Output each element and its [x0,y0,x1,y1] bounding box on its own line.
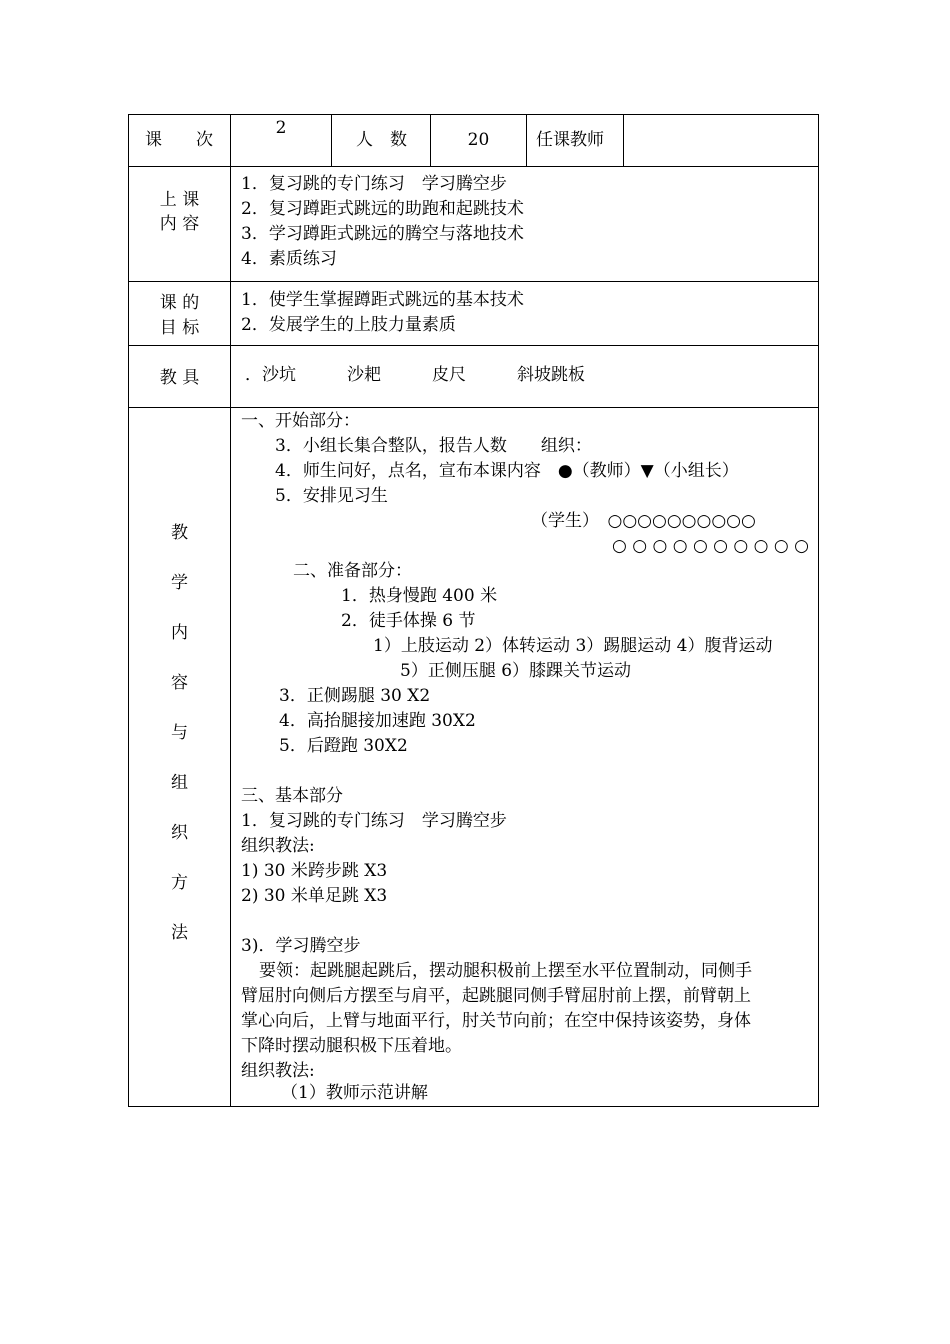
method-line: 1）上肢运动 2）体转运动 3）踢腿运动 4）腹背运动 [373,636,773,656]
method-label-cell [129,408,231,1107]
method-label-char: 法 [171,923,188,943]
method-label-char: 教 [171,523,188,543]
tools-label: 教 具 [159,368,200,388]
method-content-cell [231,408,819,1107]
section-heading: 一、开始部分： [241,411,360,431]
method-line: 5．后蹬跑 30X2 [279,736,408,756]
method-label-char: 内 [171,623,188,643]
paragraph-line: 臂屈肘向侧后方摆至与肩平，起跳腿同侧手臂屈肘前上摆，前臂朝上 [241,986,751,1006]
lesson-number-label: 课 次 [145,130,213,150]
method-label-char: 方 [171,873,188,893]
lesson-number-label-cell [129,115,231,167]
goal-label-cell [129,282,231,346]
header-row [129,115,819,167]
teacher-label-cell [527,115,624,167]
method-line: 5．安排见习生 [275,486,388,506]
method-line: 3)．学习腾空步 [241,936,361,956]
method-line: 4．师生问好，点名，宣布本课内容 ●（教师）▼（小组长） [275,461,739,481]
content-label-cell [129,167,231,282]
method-line: 1．复习跳的专门练习 学习腾空步 [241,811,507,831]
content-row [129,167,819,282]
teacher-value-cell [624,115,819,167]
goal-item: 2．发展学生的上肢力量素质 [241,315,456,335]
section-heading: 二、准备部分： [293,561,412,581]
section-heading: 三、基本部分 [241,786,343,806]
method-line: 5）正侧压腿 6）膝踝关节运动 [400,661,632,681]
content-item: 1．复习跳的专门练习 学习腾空步 [241,174,507,194]
content-item: 2．复习蹲距式跳远的助跑和起跳技术 [241,199,524,219]
method-line: 1) 30 米跨步跳 X3 [241,861,388,881]
tools-text: ．沙坑 沙耙 皮尺 斜坡跳板 [245,365,585,385]
student-count-value: 20 [467,130,490,150]
method-line: 组织教法: [241,1061,315,1081]
student-count-label-cell [332,115,431,167]
method-label-char: 学 [171,573,188,593]
paragraph-line: 下降时摆动腿积极下压着地。 [241,1036,462,1056]
method-label-char: 组 [171,773,188,793]
lesson-number-value: 2 [275,118,287,138]
goal-items-cell [231,282,819,346]
goal-label-line1: 课 的 [159,293,200,313]
content-label-line1: 上 课 [159,190,200,210]
paragraph-line: 要领：起跳腿起跳后，摆动腿积极前上摆至水平位置制动，同侧手 [259,961,752,981]
student-count-label: 人 数 [356,130,407,150]
method-label-char: 织 [171,823,188,843]
paragraph-line: 掌心向后，上臂与地面平行，肘关节向前；在空中保持该姿势，身体 [241,1011,751,1031]
method-line: 3．小组长集合整队，报告人数 组织： [275,436,592,456]
content-item: 3．学习蹲距式跳远的腾空与落地技术 [241,224,524,244]
goal-label-line2: 目 标 [159,318,200,338]
goal-row [129,282,819,346]
tools-cell [231,346,819,408]
method-line: 3．正侧踢腿 30 X2 [279,686,431,706]
method-line: 1．热身慢跑 400 米 [341,586,498,606]
method-line: 组织教法: [241,836,315,856]
student-count-cell [431,115,527,167]
tools-row [129,346,819,408]
content-item: 4．素质练习 [241,249,337,269]
method-line: 2) 30 米单足跳 X3 [241,886,388,906]
method-label-char: 与 [171,723,188,743]
student-formation-row: ○ ○ ○ ○ ○ ○ ○ ○ ○ ○ [612,536,809,556]
student-formation-row: （学生） ○○○○○○○○○○ [531,511,756,531]
method-line: 2．徒手体操 6 节 [341,611,476,631]
teacher-label: 任课教师 [536,130,604,150]
method-line: （1）教师示范讲解 [281,1083,428,1103]
method-label-char: 容 [171,673,188,693]
method-row [129,408,819,1107]
content-items-cell [231,167,819,282]
content-label-line2: 内 容 [159,214,200,234]
method-line: 4．高抬腿接加速跑 30X2 [279,711,476,731]
lesson-plan-table [128,114,819,1107]
goal-item: 1．使学生掌握蹲距式跳远的基本技术 [241,290,524,310]
tools-label-cell [129,346,231,408]
lesson-number-cell [231,115,332,167]
